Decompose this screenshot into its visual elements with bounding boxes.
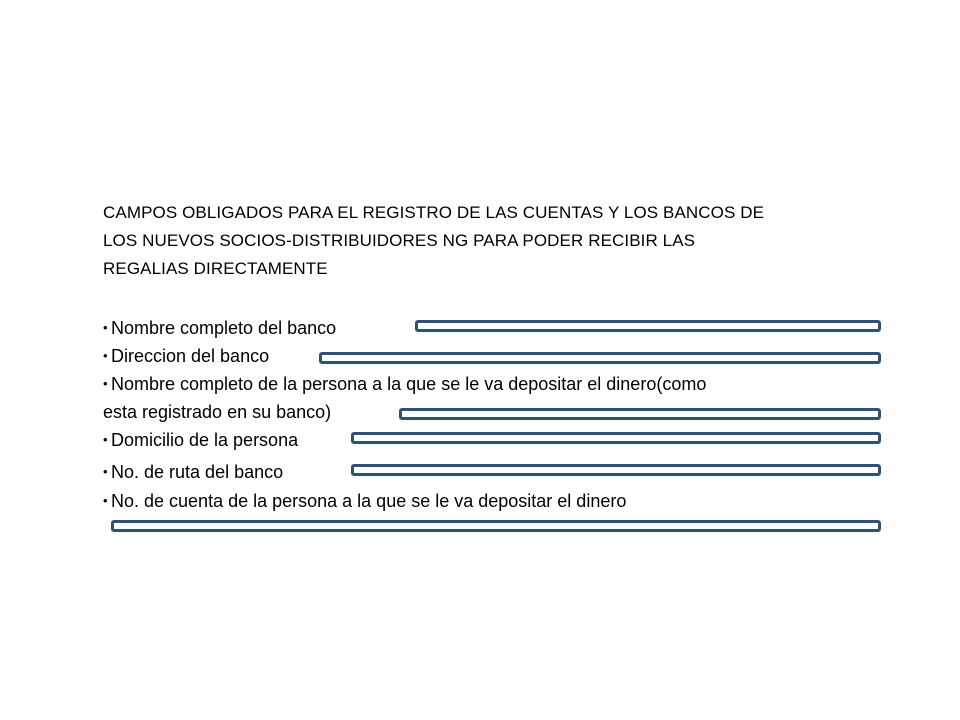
bank-name-text: Nombre completo del banco — [111, 318, 337, 338]
recipient-name-field[interactable] — [399, 408, 881, 420]
recipient-name-label-cont — [103, 398, 331, 426]
account-number-field[interactable] — [111, 520, 881, 532]
form-title — [103, 199, 863, 283]
recipient-address-text: Domicilio de la persona — [111, 430, 299, 450]
bullet-icon: • — [103, 320, 108, 335]
routing-number-label — [103, 458, 283, 486]
bullet-icon: • — [103, 348, 108, 363]
routing-number-field[interactable] — [351, 464, 881, 476]
bullet-icon: • — [103, 464, 108, 479]
recipient-name-label — [103, 370, 706, 398]
bullet-icon: • — [103, 493, 108, 508]
bank-address-text: Direccion del banco — [111, 346, 270, 366]
routing-number-text: No. de ruta del banco — [111, 462, 284, 482]
bank-name-label — [103, 314, 336, 342]
title-line-1: CAMPOS OBLIGADOS PARA EL REGISTRO DE LAS CUENTAS Y LOS BANCOS DE — [103, 203, 765, 222]
bank-address-field[interactable] — [319, 352, 881, 364]
recipient-name-text-1: Nombre completo de la persona a la que se le va depositar el dinero(como — [111, 374, 707, 394]
bank-address-label — [103, 342, 269, 370]
title-line-3: REGALIAS DIRECTAMENTE — [103, 259, 328, 278]
bullet-icon: • — [103, 376, 108, 391]
account-number-label — [103, 487, 626, 515]
bank-name-field[interactable] — [415, 320, 881, 332]
account-number-text: No. de cuenta de la persona a la que se le va depositar el dinero — [111, 491, 627, 511]
recipient-address-field[interactable] — [351, 432, 881, 444]
recipient-address-label — [103, 426, 298, 454]
title-line-2: LOS NUEVOS SOCIOS-DISTRIBUIDORES NG PARA PODER RECIBIR LAS — [103, 231, 696, 250]
bullet-icon: • — [103, 432, 108, 447]
recipient-name-text-2: esta registrado en su banco) — [103, 402, 332, 422]
